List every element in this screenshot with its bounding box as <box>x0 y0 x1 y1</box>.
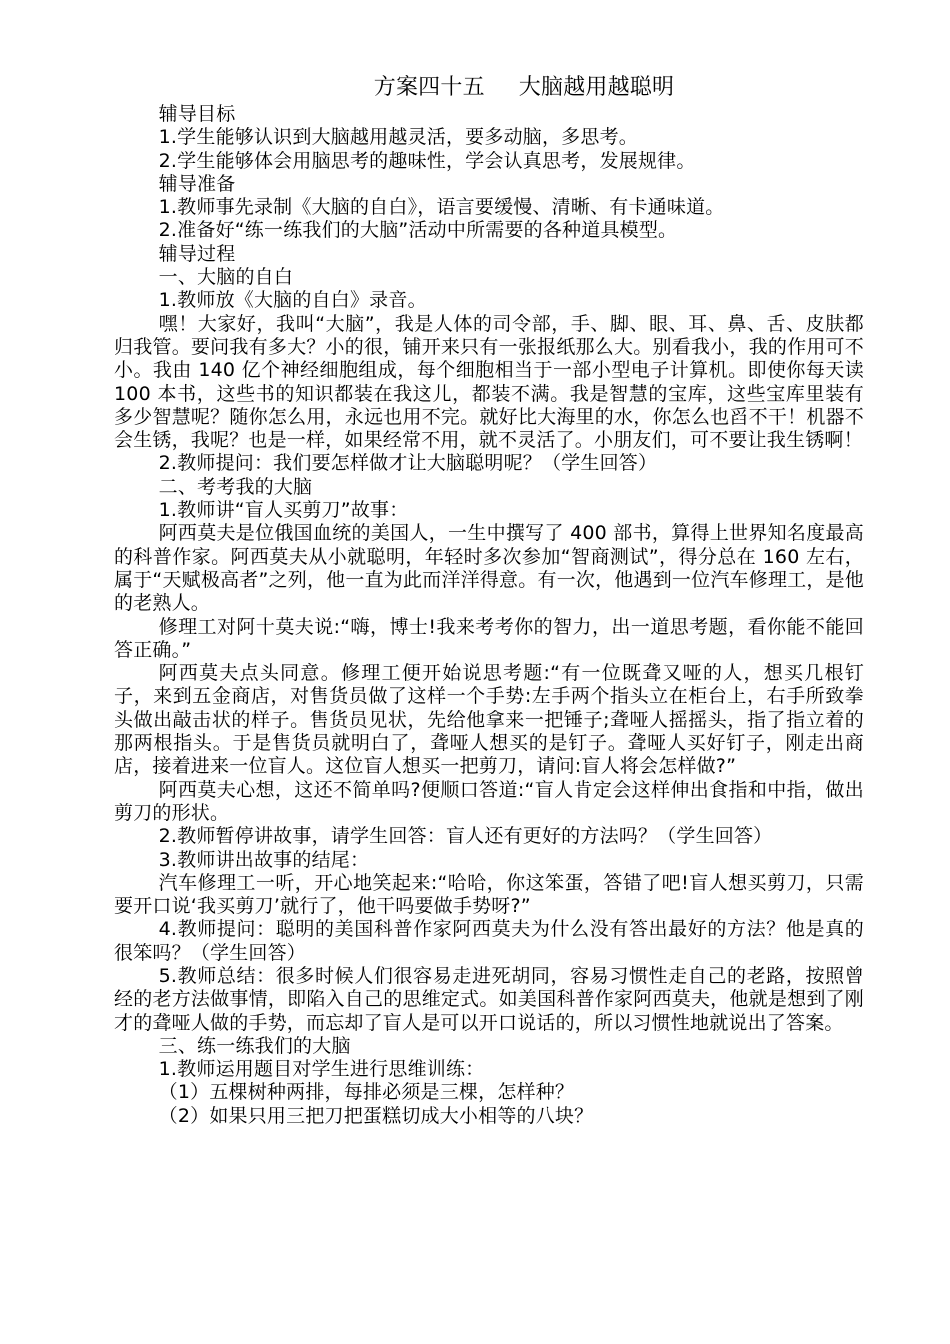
part3-heading: 三、练一练我们的大脑 <box>158 1034 351 1057</box>
story-paragraph-2: 修理工对阿十莫夫说:“嗨，博士!我来考考你的智力，出一道思考题，看你能不能回答正确。” <box>114 615 864 661</box>
prep-heading: 辅导准备 <box>158 172 236 195</box>
document-page <box>114 74 864 1128</box>
part2-heading: 二、考考我的大脑 <box>158 475 313 498</box>
part3-step-1: 1.教师运用题目对学生进行思维训练： <box>158 1058 485 1081</box>
exercise-question-1: （1）五棵树种两排，每排必须是三棵，怎样种？ <box>158 1081 575 1104</box>
title-scheme-number: 方案四十五 <box>373 75 485 100</box>
goal-heading: 辅导目标 <box>158 103 236 125</box>
goal-item-1: 1.学生能够认识到大脑越用越灵活，要多动脑，多思考。 <box>158 126 638 149</box>
document-title <box>114 74 864 102</box>
story-paragraph-1: 阿西莫夫是位俄国血统的美国人，一生中撰写了 400 部书，算得上世界知名度最高的科普作家。阿西莫夫从小就聪明，年轻时多次参加“智商测试”，得分总在 160 左右，属于“天赋极高者”之列，他一直为此而洋洋得意。有一次，他遇到一位汽车修理工，是他的老熟人。 <box>114 522 864 615</box>
process-heading: 辅导过程 <box>158 242 236 265</box>
story-paragraph-3: 阿西莫夫点头同意。修理工便开始说思考题:“有一位既聋又哑的人，想买几根钉子，来到五金商店，对售货员做了这样一个手势:左手两个指头立在柜台上，右手所致拳头做出敲击状的样子。售货员见状，先给他拿来一把锤子;聋哑人摇摇头，指了指立着的那两根指头。于是售货员就明白了，聋哑人想买的是钉子。聋哑人买好钉子，刚走出商店，接着进来一位盲人。这位盲人想买一把剪刀，请问:盲人将会怎样做?” <box>114 662 864 778</box>
part2-step-3: 3.教师讲出故事的结尾： <box>158 848 370 871</box>
part2-step-4: 4.教师提问：聪明的美国科普作家阿西莫夫为什么没有答出最好的方法？他是真的很笨吗？（学生回答） <box>114 918 864 964</box>
goal-item-2: 2.学生能够体会用脑思考的趣味性，学会认真思考，发展规律。 <box>158 149 696 172</box>
part2-step-1: 1.教师讲“盲人买剪刀”故事： <box>158 499 409 522</box>
part1-heading: 一、大脑的自白 <box>158 266 294 289</box>
story-paragraph-4: 阿西莫夫心想，这还不简单吗?便顺口答道:“盲人肯定会这样伸出食指和中指，做出剪刀的形状。 <box>114 778 864 824</box>
title-topic: 大脑越用越聪明 <box>518 75 675 100</box>
exercise-question-2: （2）如果只用三把刀把蛋糕切成大小相等的八块？ <box>158 1104 594 1127</box>
part2-step-5: 5.教师总结：很多时候人们很容易走进死胡同，容易习惯性走自己的老路，按照曾经的老方法做事情，即陷入自己的思维定式。如美国科普作家阿西莫夫，他就是想到了刚才的聋哑人做的手势，而忘却了盲人是可以开口说话的，所以习惯性地就说出了答案。 <box>114 964 864 1034</box>
prep-item-1: 1.教师事先录制《大脑的自白》，语言要缓慢、清晰、有卡通味道。 <box>158 196 725 219</box>
prep-item-2: 2.准备好“练一练我们的大脑”活动中所需要的各种道具模型。 <box>158 219 678 242</box>
brain-monologue-paragraph: 嘿！大家好，我叫“大脑”，我是人体的司令部，手、脚、眼、耳、鼻、舌、皮肤都归我管。要问我有多大？小的很，铺开来只有一张报纸那么大。别看我小，我的作用可不小。我由 140 亿个神经细胞组成，每个细胞相当于一部小型电子计算机。即使你每天读 100 本书，这些书的知识都装在我这儿，都装不满。我是智慧的宝库，这些宝库里装有多少智慧呢？随你怎么用，永远也用不完。就好比大海里的水，你怎么也舀不干！机器不会生锈，我呢？也是一样，如果经常不用，就不灵活了。小朋友们，可不要让我生锈啊！ <box>114 312 864 452</box>
part2-step-2: 2.教师暂停讲故事，请学生回答：盲人还有更好的方法吗？（学生回答） <box>158 825 773 848</box>
part1-step-1: 1.教师放《大脑的自白》录音。 <box>158 289 427 312</box>
story-paragraph-5: 汽车修理工一听，开心地笑起来:“哈哈，你这笨蛋，答错了吧!盲人想买剪刀，只需要开口说‘我买剪刀’就行了，他干吗要做手势呀?” <box>114 871 864 918</box>
part1-step-2: 2.教师提问：我们要怎样做才让大脑聪明呢？（学生回答） <box>158 452 658 475</box>
